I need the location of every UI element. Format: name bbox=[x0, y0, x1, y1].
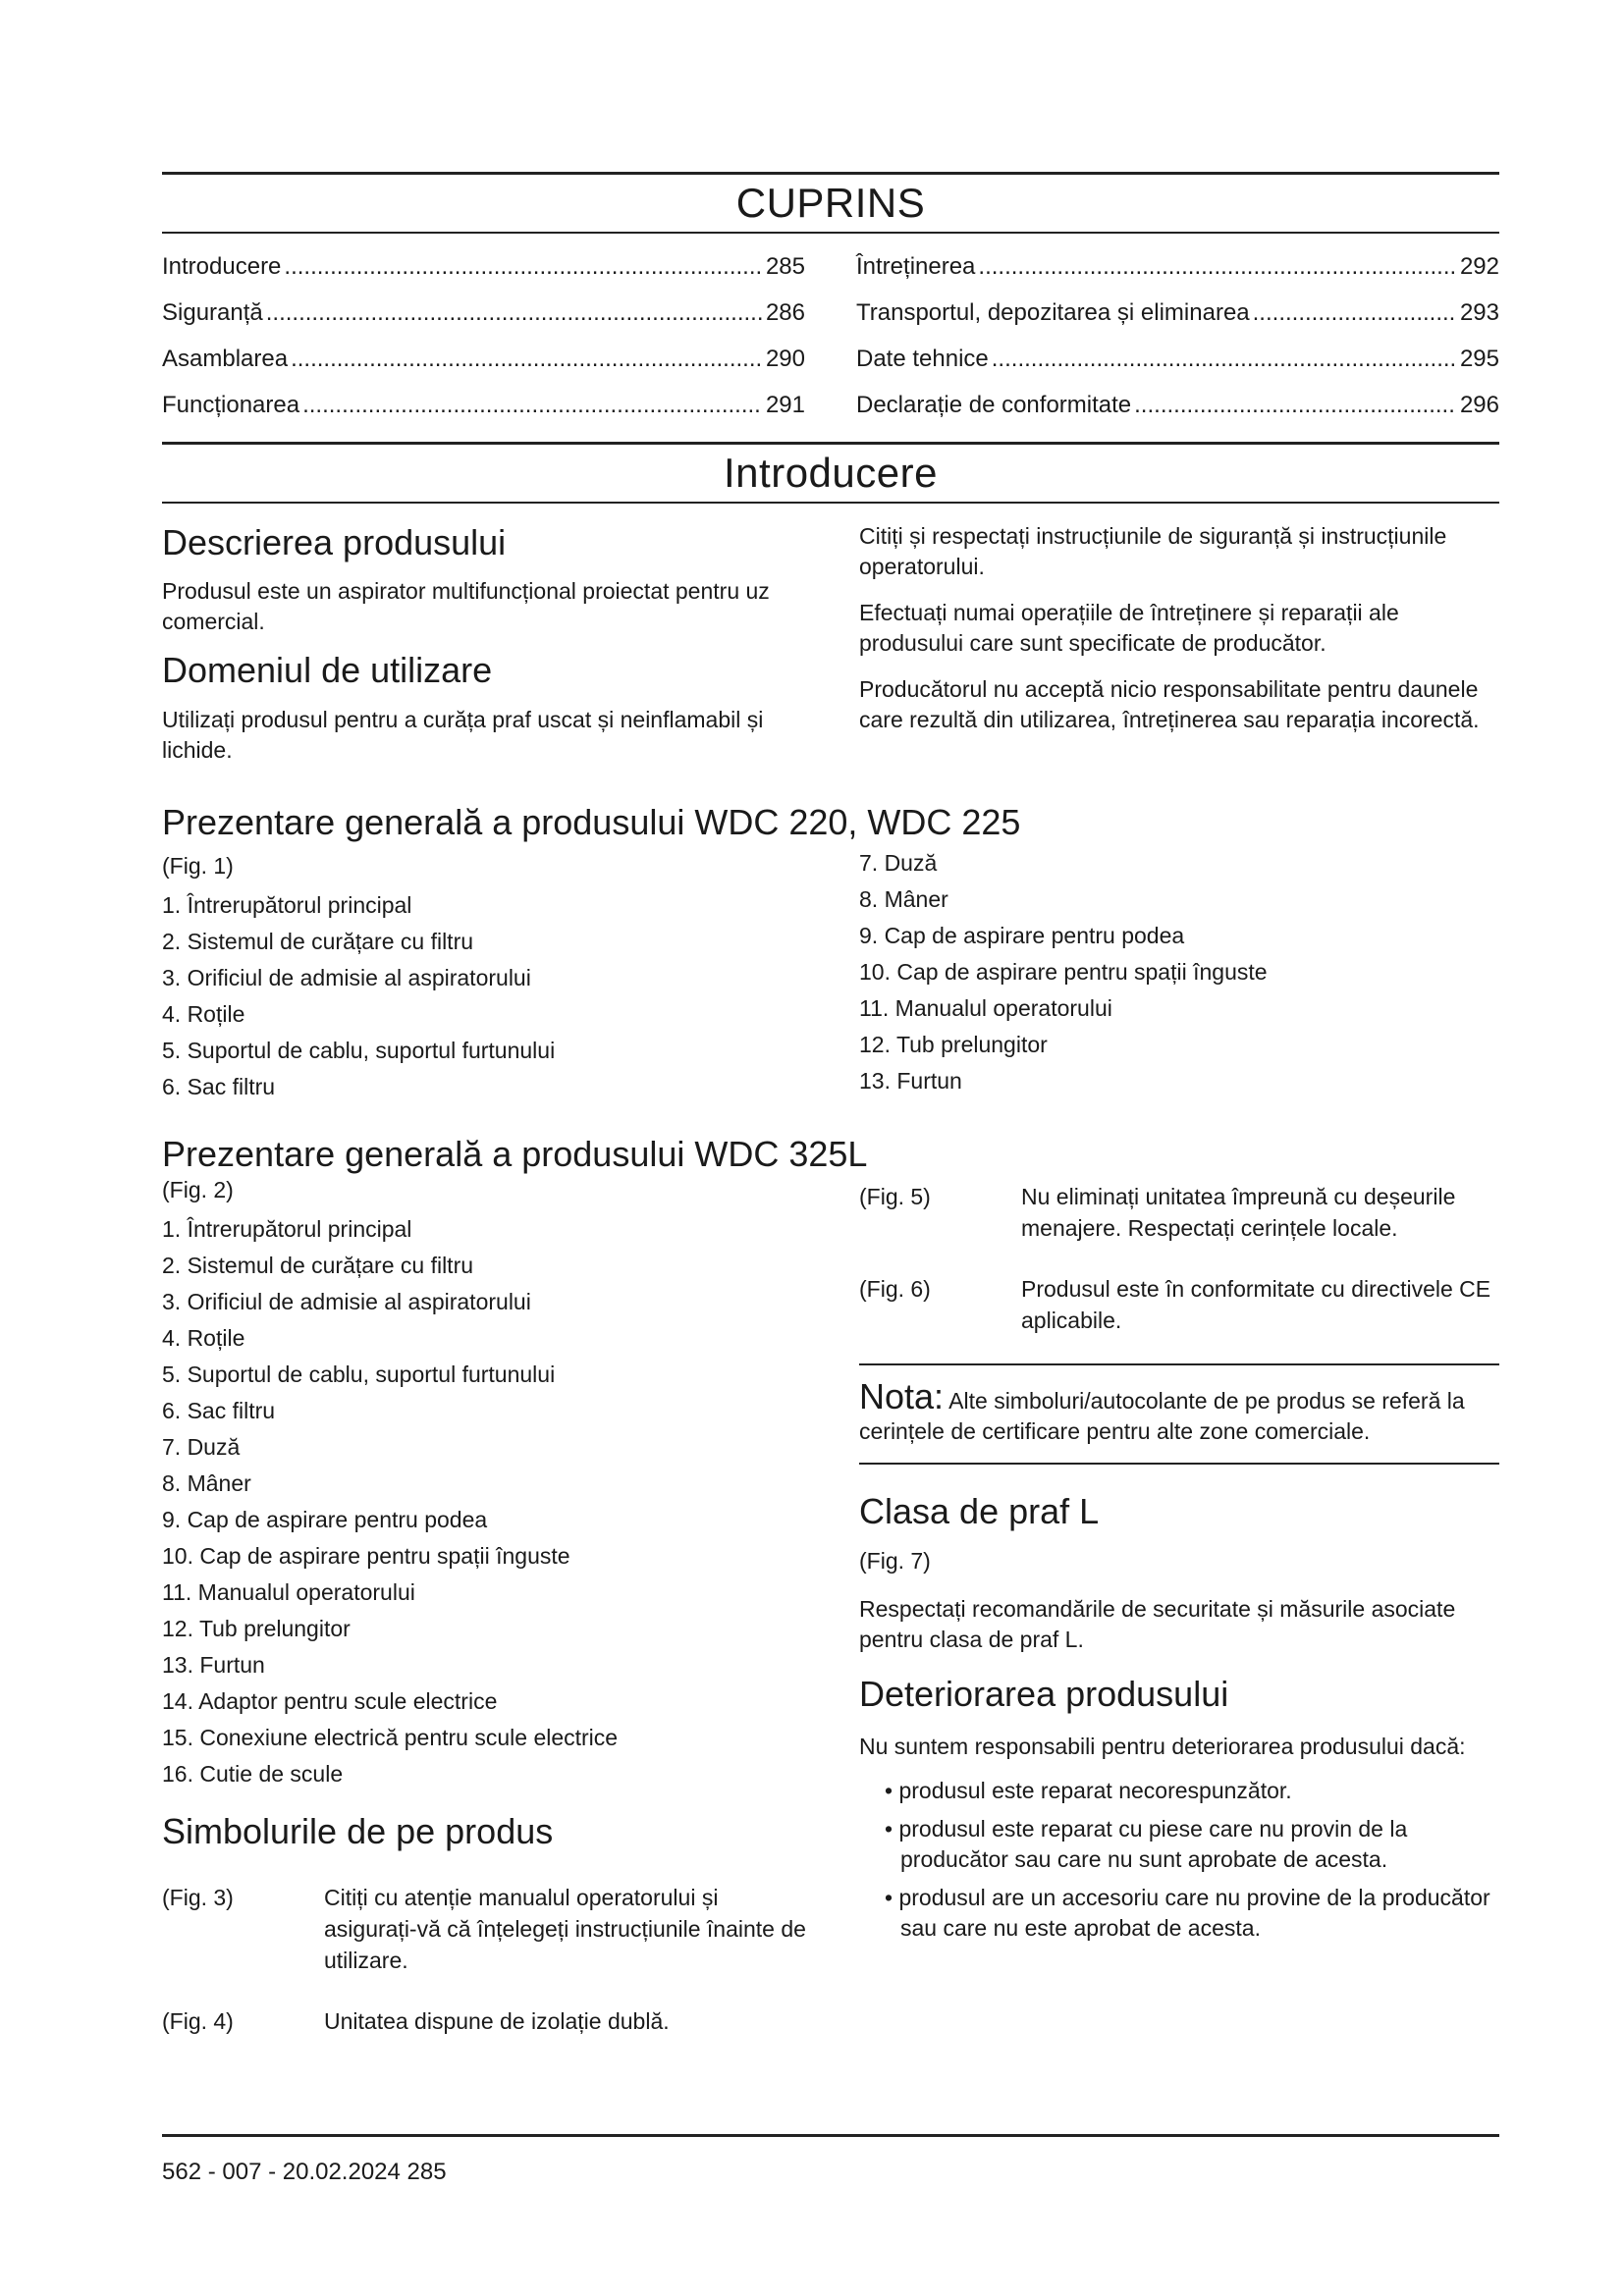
dust-class-text: Respectați recomandările de securitate și măsurile asociate pentru clasa de praf L. bbox=[859, 1596, 1456, 1653]
list-item: 5. Suportul de cablu, suportul furtunului bbox=[162, 1037, 556, 1063]
symbol-text: Citiți cu atenție manualul operatorului și asigurați-vă că înțelegeți instrucțiunile înainte de utilizare. bbox=[324, 1885, 806, 1974]
toc-entry[interactable]: Siguranță ..... 286 bbox=[162, 290, 805, 336]
list-item: 1. Întrerupătorul principal bbox=[162, 891, 412, 918]
list-item: 14. Adaptor pentru scule electrice bbox=[162, 1688, 498, 1715]
symbol-fig: (Fig. 4) bbox=[162, 2008, 234, 2035]
note-text: Alte simboluri/autocolante de pe produs se referă la cerințele de certificare pentru alte zone comerciale. bbox=[859, 1388, 1465, 1445]
desc-heading: Descrierea produsului bbox=[162, 522, 507, 563]
symbol-text: Nu eliminați unitatea împreună cu deșeurile menajere. Respectați cerințele locale. bbox=[1021, 1184, 1456, 1242]
list-item: 9. Cap de aspirare pentru podea bbox=[859, 922, 1185, 948]
overview1-section bbox=[162, 843, 1499, 1105]
list-item: 6. Sac filtru bbox=[162, 1398, 276, 1424]
symbol-fig: (Fig. 3) bbox=[162, 1885, 234, 1911]
symbol-row bbox=[162, 1882, 810, 1976]
list-item: 4. Roțile bbox=[162, 1000, 245, 1027]
symbol-row bbox=[859, 1181, 1499, 1244]
list-item: 8. Mâner bbox=[859, 885, 948, 912]
use-text: Utilizați produsul pentru a curăța praf uscat și neinflamabil și lichide. bbox=[162, 706, 764, 763]
overview1-left bbox=[162, 843, 810, 1105]
overview1-list-right bbox=[859, 845, 1499, 1099]
list-item: 16. Cutie de scule bbox=[162, 1761, 344, 1788]
toc-entry[interactable]: Transportul, depozitarea și eliminarea ..... 293 bbox=[856, 290, 1499, 336]
list-item: 10. Cap de aspirare pentru spații înguste bbox=[859, 958, 1268, 985]
list-item: 5. Suportul de cablu, suportul furtunului bbox=[162, 1362, 556, 1388]
overview1-fig: (Fig. 1) bbox=[162, 852, 234, 879]
lower-left bbox=[162, 1175, 810, 2037]
list-item: 11. Manualul operatorului bbox=[162, 1579, 415, 1606]
overview2-list bbox=[162, 1211, 810, 1792]
table-of-contents bbox=[162, 234, 1499, 442]
footer-rule bbox=[162, 2134, 1499, 2137]
symbol-fig: (Fig. 6) bbox=[859, 1276, 931, 1303]
intro-right-p2: Efectuați numai operațiile de întreținere și reparații ale produsului care sunt specificate de producător. bbox=[859, 600, 1399, 657]
toc-right-column bbox=[856, 243, 1499, 428]
lower-section bbox=[162, 1175, 1499, 2037]
overview1-heading: Prezentare generală a produsului WDC 220, WDC 225 bbox=[162, 801, 1021, 842]
toc-entry[interactable]: Declarație de conformitate ..... 296 bbox=[856, 382, 1499, 428]
lower-right bbox=[859, 1175, 1499, 2037]
intro-section bbox=[162, 521, 1499, 765]
symbols-heading: Simbolurile de pe produs bbox=[162, 1811, 554, 1852]
list-item: 11. Manualul operatorului bbox=[859, 994, 1112, 1021]
toc-entry[interactable]: Funcționarea ..... 291 bbox=[162, 382, 805, 428]
damage-list bbox=[859, 1776, 1499, 1944]
symbol-row bbox=[162, 2005, 810, 2037]
damage-intro: Nu suntem responsabili pentru deteriorarea produsului dacă: bbox=[859, 1733, 1466, 1759]
list-item: 1. Întrerupătorul principal bbox=[162, 1216, 412, 1243]
list-item: 15. Conexiune electrică pentru scule electrice bbox=[162, 1725, 619, 1751]
symbol-text: Produsul este în conformitate cu directivele CE aplicabile. bbox=[1021, 1276, 1491, 1334]
toc-entry[interactable]: Date tehnice ..... 295 bbox=[856, 336, 1499, 382]
intro-bottom-rule bbox=[162, 502, 1499, 504]
list-item: 6. Sac filtru bbox=[162, 1073, 276, 1099]
list-item: 13. Furtun bbox=[162, 1652, 265, 1679]
list-item: 9. Cap de aspirare pentru podea bbox=[162, 1507, 488, 1533]
note-box bbox=[859, 1363, 1499, 1465]
desc-text: Produsul este un aspirator multifuncțional proiectat pentru uz comercial. bbox=[162, 577, 770, 634]
intro-left bbox=[162, 521, 810, 765]
symbol-fig: (Fig. 5) bbox=[859, 1184, 931, 1210]
symbol-row bbox=[859, 1273, 1499, 1336]
intro-right bbox=[859, 521, 1499, 765]
list-item: • produsul are un accesoriu care nu provine de la producător sau care nu este aprobat de acesta. bbox=[859, 1883, 1499, 1944]
symbol-text: Unitatea dispune de izolație dublă. bbox=[324, 2008, 670, 2035]
toc-left-column bbox=[162, 243, 805, 428]
overview1-right bbox=[859, 843, 1499, 1105]
overview2-fig: (Fig. 2) bbox=[162, 1177, 234, 1203]
overview1-list-left bbox=[162, 887, 810, 1105]
list-item: 8. Mâner bbox=[162, 1470, 251, 1497]
dust-class-fig: (Fig. 7) bbox=[859, 1548, 931, 1575]
footer-text: 562 - 007 - 20.02.2024 285 bbox=[162, 2159, 447, 2185]
list-item: 10. Cap de aspirare pentru spații înguste bbox=[162, 1543, 570, 1570]
list-item: 12. Tub prelungitor bbox=[859, 1031, 1048, 1057]
list-item: 13. Furtun bbox=[859, 1067, 962, 1094]
list-item: 2. Sistemul de curățare cu filtru bbox=[162, 1253, 474, 1279]
intro-right-p3: Producătorul nu acceptă nicio responsabilitate pentru daunele care rezultă din utilizarea, întreținerea sau reparația incorectă. bbox=[859, 676, 1480, 733]
list-item: 4. Roțile bbox=[162, 1325, 245, 1352]
toc-entry[interactable]: Întreținerea ..... 292 bbox=[856, 243, 1499, 290]
note-label: Nota: bbox=[859, 1376, 945, 1417]
damage-heading: Deteriorarea produsului bbox=[859, 1674, 1229, 1715]
list-item: 3. Orificiul de admisie al aspiratorului bbox=[162, 964, 531, 990]
page-content bbox=[162, 172, 1499, 2037]
list-item: • produsul este reparat cu piese care nu provin de la producător sau care nu sunt aprobate de acesta. bbox=[859, 1814, 1499, 1875]
list-item: 7. Duză bbox=[162, 1434, 241, 1461]
toc-title: CUPRINS bbox=[735, 180, 926, 226]
page-footer bbox=[162, 2134, 1499, 2186]
intro-right-p1: Citiți și respectați instrucțiunile de siguranță și instrucțiunile operatorului. bbox=[859, 523, 1447, 580]
use-heading: Domeniul de utilizare bbox=[162, 649, 493, 690]
list-item: 7. Duză bbox=[859, 849, 938, 876]
toc-entry[interactable]: Asamblarea ..... 290 bbox=[162, 336, 805, 382]
overview2-heading: Prezentare generală a produsului WDC 325L bbox=[162, 1133, 868, 1174]
list-item: 12. Tub prelungitor bbox=[162, 1616, 351, 1642]
list-item: 2. Sistemul de curățare cu filtru bbox=[162, 928, 474, 954]
list-item: • produsul este reparat necorespunzător. bbox=[859, 1776, 1499, 1806]
toc-entry[interactable]: Introducere ..... 285 bbox=[162, 243, 805, 290]
list-item: 3. Orificiul de admisie al aspiratorului bbox=[162, 1289, 531, 1315]
intro-title: Introducere bbox=[724, 450, 938, 497]
dust-class-heading: Clasa de praf L bbox=[859, 1491, 1100, 1532]
